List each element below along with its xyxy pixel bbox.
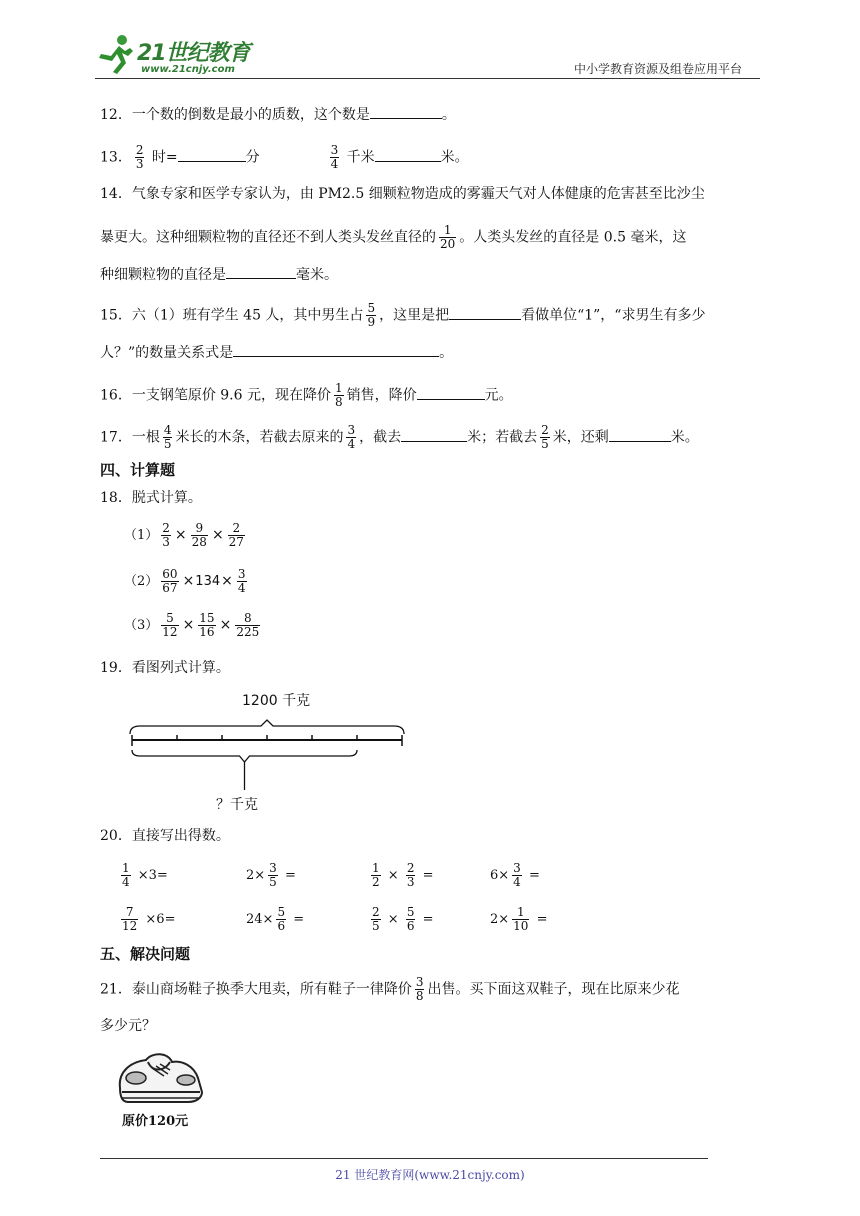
question-21-line-1: 21．泰山商场鞋子换季大甩卖，所有鞋子一律降价 $\frac{3}{8}$ 出售。买下面这双鞋子，现在比原来少花 — [100, 975, 680, 1003]
answer-blank[interactable] — [226, 264, 296, 279]
fraction: $\frac{5}{6}$ — [406, 905, 415, 933]
header-rule — [95, 78, 760, 79]
header-logo — [95, 32, 265, 80]
answer-blank[interactable] — [178, 147, 246, 162]
fraction: $\frac{5}{9}$ — [367, 301, 376, 329]
fraction: $\frac{3}{5}$ — [269, 861, 277, 889]
oral-calc-item: $\frac{2}{5}$ × $\frac{5}{6}$ = — [372, 905, 434, 933]
question-14-line-2: 暴更大。这种细颗粒物的直径还不到人类头发丝直径的 $\frac{1}{20}$ 。人类头发丝的直径是 0.5 毫米，这 — [100, 223, 687, 251]
fraction: $\frac{5}{6}$ — [277, 905, 286, 933]
fraction: $\frac{1}{20}$ — [440, 223, 456, 251]
fraction: $\frac{4}{5}$ — [163, 423, 172, 451]
logo-text: 21世纪教育 — [137, 41, 250, 66]
question-15-line-1: 15．六（1）班有学生 45 人，其中男生占 $\frac{5}{9}$ ，这里是把 看做单位“1”，“求男生有多少 — [100, 301, 706, 329]
oral-calc-item: $\frac{1}{2}$ × $\frac{2}{3}$ = — [372, 861, 434, 889]
oral-calc-item: $\frac{1}{4}$ ×3= — [122, 861, 168, 889]
oral-calc-item: $\frac{7}{12}$ ×6= — [122, 905, 176, 933]
top-brace — [130, 720, 404, 734]
question-17: 17．一根 $\frac{4}{5}$ 米长的木条，若截去原来的 $\frac{3}{4}$ ，截去 米；若截去 $\frac{2}{5}$ 米，还剩 米。 — [100, 423, 699, 451]
segment-diagram-svg — [124, 710, 414, 810]
question-15-line-2: 人？”的数量关系式是 。 — [100, 342, 453, 363]
section-5-title: 五、解决问题 — [100, 945, 191, 963]
fraction: $\frac{3}{4}$ — [513, 861, 521, 889]
fraction: $\frac{3}{4}$ — [347, 423, 356, 451]
question-14-line-1: 14．气象专家和医学专家认为，由 PM2.5 细颗粒物造成的雾霾天气对人体健康的危害甚至比沙尘 — [100, 186, 705, 202]
fraction: $\frac{1}{10}$ — [513, 905, 529, 933]
oral-calc-item: 24× $\frac{5}{6}$ = — [246, 905, 305, 933]
bottom-brace — [132, 750, 357, 762]
answer-blank[interactable] — [375, 147, 441, 162]
answer-blank[interactable] — [370, 104, 442, 119]
fraction: $\frac{1}{8}$ — [334, 381, 343, 409]
section-4-title: 四、计算题 — [100, 461, 176, 479]
answer-blank[interactable] — [449, 305, 521, 320]
calc-2: （2） $\frac{60}{67}$ ×134× $\frac{3}{4}$ — [124, 567, 246, 595]
calc-3: （3） $\frac{5}{12}$ × $\frac{15}{16}$ × $\frac{8}{225}$ — [124, 611, 260, 639]
oral-calc-item: 2× $\frac{1}{10}$ = — [490, 905, 548, 933]
footer-rule — [100, 1158, 708, 1159]
fraction: $\frac{7}{12}$ — [122, 905, 138, 933]
question-16: 16．一支钢笔原价 9.6 元，现在降价 $\frac{1}{8}$ 销售，降价 元。 — [100, 381, 513, 409]
question-18-title: 18．脱式计算。 — [100, 490, 202, 506]
calc-1: （1） $\frac{2}{3}$ × $\frac{9}{28}$ × $\frac{2}{27}$ — [124, 521, 244, 549]
diagram-top-label: 1200 千克 — [242, 693, 311, 709]
answer-blank[interactable] — [417, 385, 485, 400]
question-20-title: 20．直接写出得数。 — [100, 828, 230, 844]
question-21-line-2: 多少元？ — [100, 1018, 156, 1034]
shoe-icon — [112, 1048, 212, 1110]
fraction: $\frac{1}{4}$ — [122, 861, 130, 889]
answer-blank[interactable] — [401, 427, 467, 442]
fraction: $\frac{2}{5}$ — [541, 423, 549, 451]
answer-blank[interactable] — [233, 342, 439, 357]
fraction: $\frac{2}{5}$ — [372, 905, 380, 933]
line-diagram — [124, 688, 414, 818]
fraction: $\frac{2}{3}$ — [406, 861, 415, 889]
footer-text: 21 世纪教育网(www.21cnjy.com) — [335, 1168, 525, 1182]
question-13: 13． $\frac{2}{3}$ 时= 分 $\frac{3}{4}$ 千米 米。 — [100, 143, 469, 171]
fraction: $\frac{2}{3}$ — [135, 143, 144, 171]
question-14-line-3: 种细颗粒物的直径是 毫米。 — [100, 264, 338, 285]
oral-calc-item: 6× $\frac{3}{4}$ = — [490, 861, 540, 889]
runner-logo-icon — [95, 32, 135, 76]
price-label: 原价120元 — [122, 1114, 189, 1129]
answer-blank[interactable] — [609, 427, 671, 442]
logo-url: www.21cnjy.com — [141, 64, 235, 75]
fraction: $\frac{3}{8}$ — [415, 975, 424, 1003]
diagram-bottom-label: ？千克 — [216, 797, 258, 813]
shoe-illustration — [112, 1048, 212, 1130]
header-slogan: 中小学教育资源及组卷应用平台 — [574, 62, 743, 76]
question-12: 12．一个数的倒数是最小的质数，这个数是 。 — [100, 104, 456, 125]
fraction: $\frac{3}{4}$ — [330, 143, 339, 171]
question-19-title: 19．看图列式计算。 — [100, 660, 230, 676]
fraction: $\frac{1}{2}$ — [372, 861, 380, 889]
oral-calc-item: 2× $\frac{3}{5}$ = — [246, 861, 296, 889]
